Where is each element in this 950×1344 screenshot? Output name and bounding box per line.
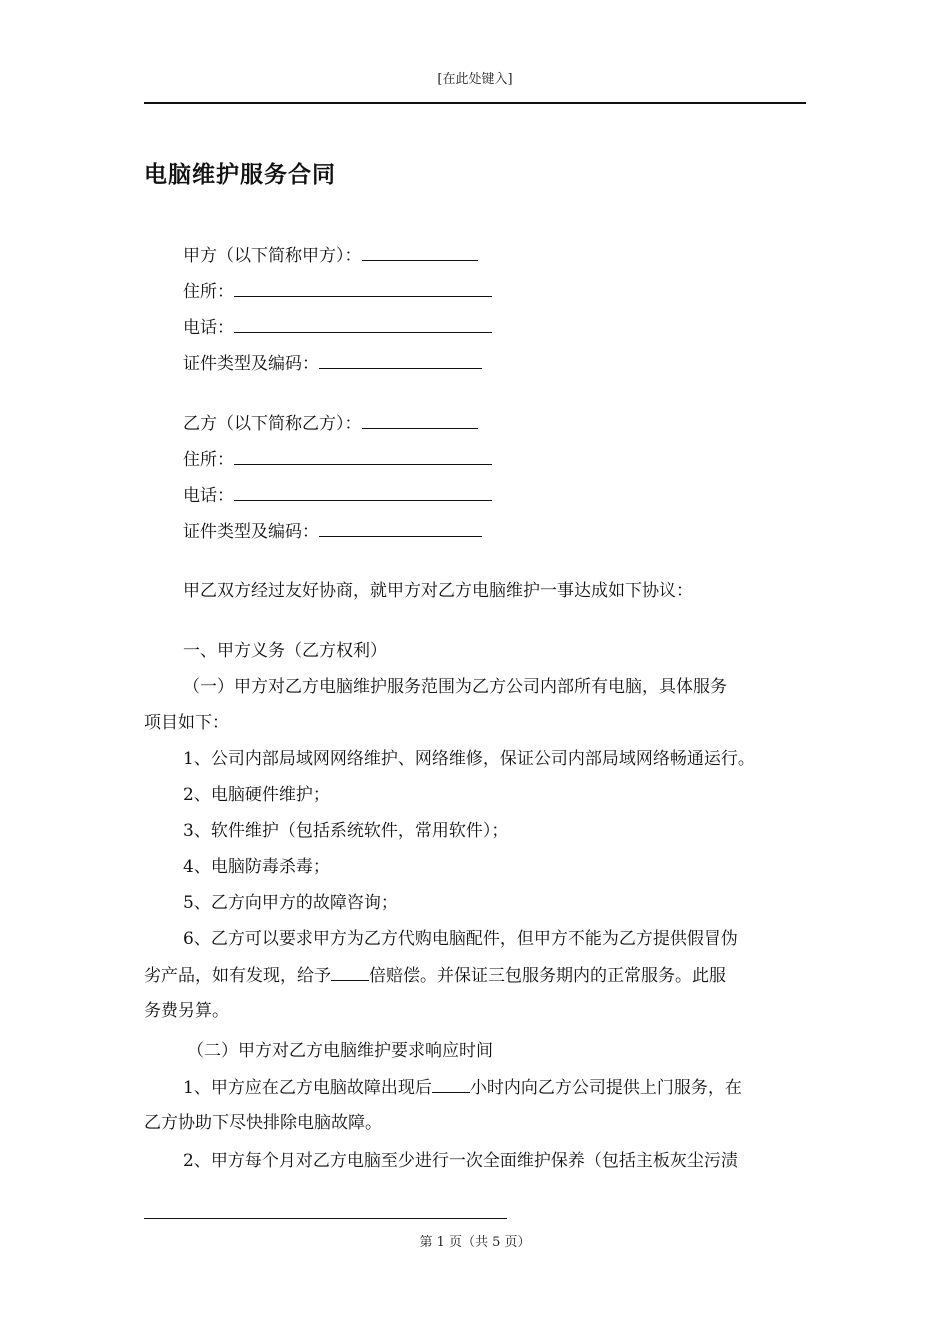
party-b-name-field[interactable] <box>362 412 478 429</box>
list-item: 2、电脑硬件维护； <box>183 785 330 805</box>
list-item: 4、电脑防毒杀毒； <box>183 857 330 877</box>
item6-line1: 6、乙方可以要求甲方为乙方代购电脑配件，但甲方不能为乙方提供假冒伪 <box>183 929 738 949</box>
sub2-item1-line1 <box>183 1076 742 1099</box>
page-header: [在此处键入] <box>437 72 513 87</box>
item6-line2 <box>144 964 726 987</box>
party-b-id-label: 证件类型及编码： <box>183 522 319 542</box>
party-a-name-row <box>183 244 478 267</box>
item6-line3: 务费另算。 <box>144 1001 229 1021</box>
section1-heading: 一、甲方义务（乙方权利） <box>183 641 387 661</box>
item6-line2-before: 劣产品，如有发现，给予 <box>144 966 331 986</box>
sub2-item1-line2: 乙方协助下尽快排除电脑故障。 <box>144 1113 382 1133</box>
response-hours-field[interactable] <box>432 1076 470 1093</box>
party-a-id-field[interactable] <box>319 352 482 369</box>
party-a-address-label: 住所： <box>183 282 234 302</box>
list-item: 5、乙方向甲方的故障咨询； <box>183 893 398 913</box>
header-divider <box>144 102 806 104</box>
list-item: 3、软件维护（包括系统软件，常用软件）； <box>183 821 509 841</box>
sub2-item1-before: 1、甲方应在乙方电脑故障出现后 <box>183 1078 432 1098</box>
intro-paragraph: 甲乙双方经过友好协商，就甲方对乙方电脑维护一事达成如下协议： <box>183 581 693 601</box>
sub1-line2: 项目如下： <box>144 713 229 733</box>
party-b-address-field[interactable] <box>234 448 492 465</box>
party-a-id-row <box>183 352 482 375</box>
party-a-name-field[interactable] <box>362 244 478 261</box>
party-b-address-row <box>183 448 492 471</box>
sub2-heading: （二）甲方对乙方电脑维护要求响应时间 <box>187 1041 493 1061</box>
party-a-phone-row <box>183 316 492 339</box>
document-title: 电脑维护服务合同 <box>144 162 336 188</box>
sub1-line1: （一）甲方对乙方电脑维护服务范围为乙方公司内部所有电脑，具体服务 <box>183 677 727 697</box>
party-b-phone-row <box>183 484 492 507</box>
party-b-address-label: 住所： <box>183 450 234 470</box>
party-b-name-label: 乙方（以下简称乙方）： <box>183 414 362 434</box>
party-b-id-field[interactable] <box>319 520 482 537</box>
footer-divider <box>144 1218 507 1219</box>
item6-line2-after: 倍赔偿。并保证三包服务期内的正常服务。此服 <box>369 966 726 986</box>
party-b-name-row <box>183 412 478 435</box>
party-b-phone-field[interactable] <box>234 484 492 501</box>
party-a-phone-label: 电话： <box>183 318 234 338</box>
party-a-phone-field[interactable] <box>234 316 492 333</box>
sub2-item2: 2、甲方每个月对乙方电脑至少进行一次全面维护保养（包括主板灰尘污渍 <box>183 1151 738 1171</box>
list-item: 1、公司内部局域网网络维护、网络维修，保证公司内部局域网络畅通运行。 <box>183 749 755 769</box>
sub2-item1-after: 小时内向乙方公司提供上门服务，在 <box>469 1078 742 1098</box>
party-a-id-label: 证件类型及编码： <box>183 354 319 374</box>
party-a-address-field[interactable] <box>234 280 492 297</box>
party-b-phone-label: 电话： <box>183 486 234 506</box>
page-footer: 第 1 页（共 5 页） <box>419 1235 531 1250</box>
compensation-multiplier-field[interactable] <box>331 964 369 981</box>
party-b-id-row <box>183 520 482 543</box>
party-a-address-row <box>183 280 492 303</box>
party-a-name-label: 甲方（以下简称甲方）： <box>183 246 362 266</box>
